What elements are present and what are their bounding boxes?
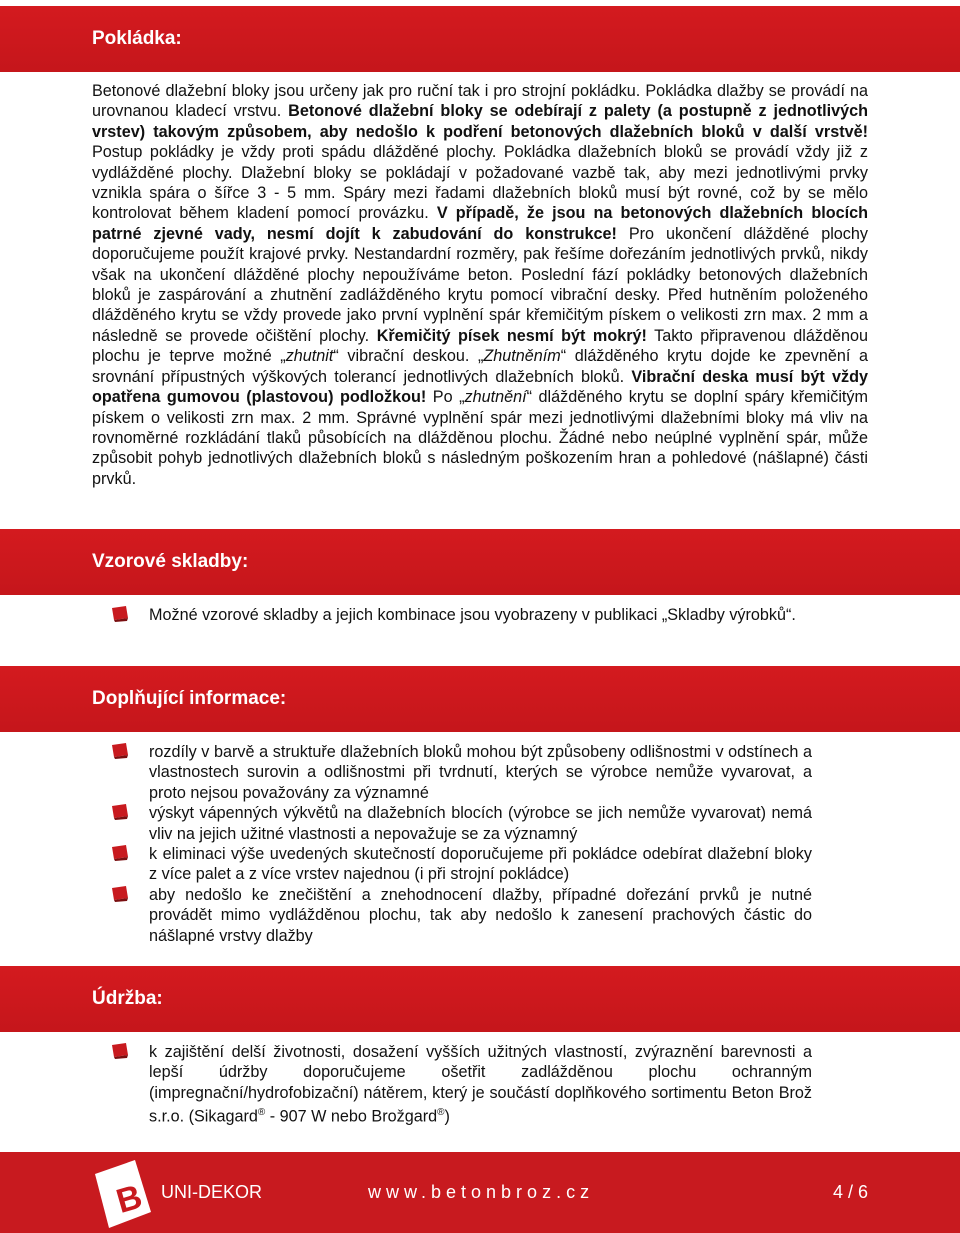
beton-broz-logo-icon (95, 1160, 153, 1228)
red-bullet-icon (110, 845, 130, 861)
footer (0, 1152, 960, 1233)
list-item: výskyt vápenných výkvětů na dlažebních blocích (výrobce se jich nemůže vyvarovat) nemá vliv na jejich užitné vlastnosti a nepovažuje se za významný (110, 803, 870, 844)
svg-text:B: B (112, 1177, 147, 1221)
section-title: Vzorové skladby: (92, 551, 249, 572)
list-item: k eliminaci výše uvedených skutečností doporučujeme při pokládce odebírat dlažební bloky z více palet a z více vrstev najednou (i při strojní pokládce) (110, 844, 870, 885)
udrzba-list (110, 1042, 870, 1127)
pokladka-text: Betonové dlažební bloky jsou určeny jak pro ruční tak i pro strojní pokládku. Pokládka dlažby se provádí na urovnanou kladecí vrstvu. Betonové dlažební bloky se odebírají z palety (a postupně z jednotlivých vrstev) takovým způsobem, aby nedošlo k podření betonových dlažebních bloků v další vrstvě! Postup pokládky je vždy proti spádu dlážděné plochy. Pokládka dlažebních bloků se provádí vždy již z vydlážděné plochy. Dlažební bloky se pokládají v požadované vazbě tak, aby mezi jednotlivými prvky vznikla spára o šířce 3 - 5 mm. Spáry mezi řadami dlažebních bloků musí být rovné, což by se mělo kontrolovat během kladení pomocí provázku. V případě, že jsou na betonových dlažebních blocích patrné zjevné vady, nesmí dojít k zabudování do konstrukce! Pro ukončení dlážděné plochy doporučujeme použít krajové prvky. Nestandardní rozměry, pak řešíme dořezáním jednotlivých prvků, nikdy však na ukončení dlážděné plochy nepoužíváme beton. Poslední fází pokládky betonových dlažebních bloků je zaspárování a zhutnění zadlážděného krytu pomocí vibrační desky. Před hutněním položeného dlážděného krytu se vždy provede jako první vyplnění spár křemičitým pískem o velikosti zrn max. 2 mm a následně se provede očištění plochy. Křemičitý písek nesmí být mokrý! Takto připravenou dlážděnou plochu je teprve možné „zhutnit“ vibrační deskou. „Zhutněním“ dlážděného krytu dojde ke zpevnění a srovnání přípustných výškových tolerancí jednotlivých dlažebních bloků. Vibrační deska musí být vždy opatřena gumovou (plastovou) podložkou! Po „zhutnění“ dlážděného krytu se doplní spáry křemičitým pískem o velikosti zrn max. 2 mm. Správné vyplnění spár mezi jednotlivými dlažebními bloky má vliv na rovnoměrné rozkládání tlaků působících na dlážděnou plochu. Žádné nebo neúplné vyplnění spár, může způsobit pohyb jednotlivých dlažebních bloků s následným poškozením hran a pohledové (nášlapné) části prvků. (92, 82, 869, 488)
list-item: aby nedošlo ke znečištění a znehodnocení dlažby, případné dořezání prvků je nutné provádět mimo vydlážděnou plochu, tak aby nedošlo k zanesení prachových částic do nášlapné vrstvy dlažby (110, 885, 870, 946)
section-title: Údržba: (92, 988, 163, 1009)
red-bullet-icon (110, 804, 130, 820)
section-header-vzorove-skladby (0, 529, 960, 595)
footer-brand: UNI-DEKOR (161, 1182, 263, 1202)
section-header-doplnujici-informace (0, 666, 960, 732)
page-number: 4 / 6 (833, 1182, 869, 1202)
doplnujici-list (110, 742, 870, 946)
section-title: Doplňující informace: (92, 688, 287, 709)
section-header-pokladka (0, 6, 960, 72)
list-item: k zajištění delší životnosti, dosažení vyšších užitných vlastností, zvýraznění barevnosti a lepší údržby doporučujeme ošetřit zadlážděnou plochu ochranným (impregnační/hydrofobizační) nátěrem, který je součástí doplňkového sortimentu Beton Brož s.r.o. (Sikagard® - 907 W nebo Brožgard®) (110, 1042, 870, 1127)
red-bullet-icon (110, 886, 130, 902)
red-bullet-icon (110, 743, 130, 759)
section-header-udrzba (0, 966, 960, 1032)
vzorove-list (110, 605, 870, 625)
red-bullet-icon (110, 1043, 130, 1059)
list-item: rozdíly v barvě a struktuře dlažebních bloků mohou být způsobeny odlišnostmi v odstínech a vlastnostech surovin a odlišnostmi při tvrdnutí, kterých se výrobce nemůže vyvarovat, a proto nejsou považovány za významné (110, 742, 870, 803)
list-item: Možné vzorové skladby a jejich kombinace jsou vyobrazeny v publikaci „Skladby výrobků“. (110, 605, 870, 625)
footer-website-link[interactable]: www.betonbroz.cz (368, 1182, 595, 1202)
red-bullet-icon (110, 606, 130, 622)
section-title: Pokládka: (92, 28, 182, 49)
